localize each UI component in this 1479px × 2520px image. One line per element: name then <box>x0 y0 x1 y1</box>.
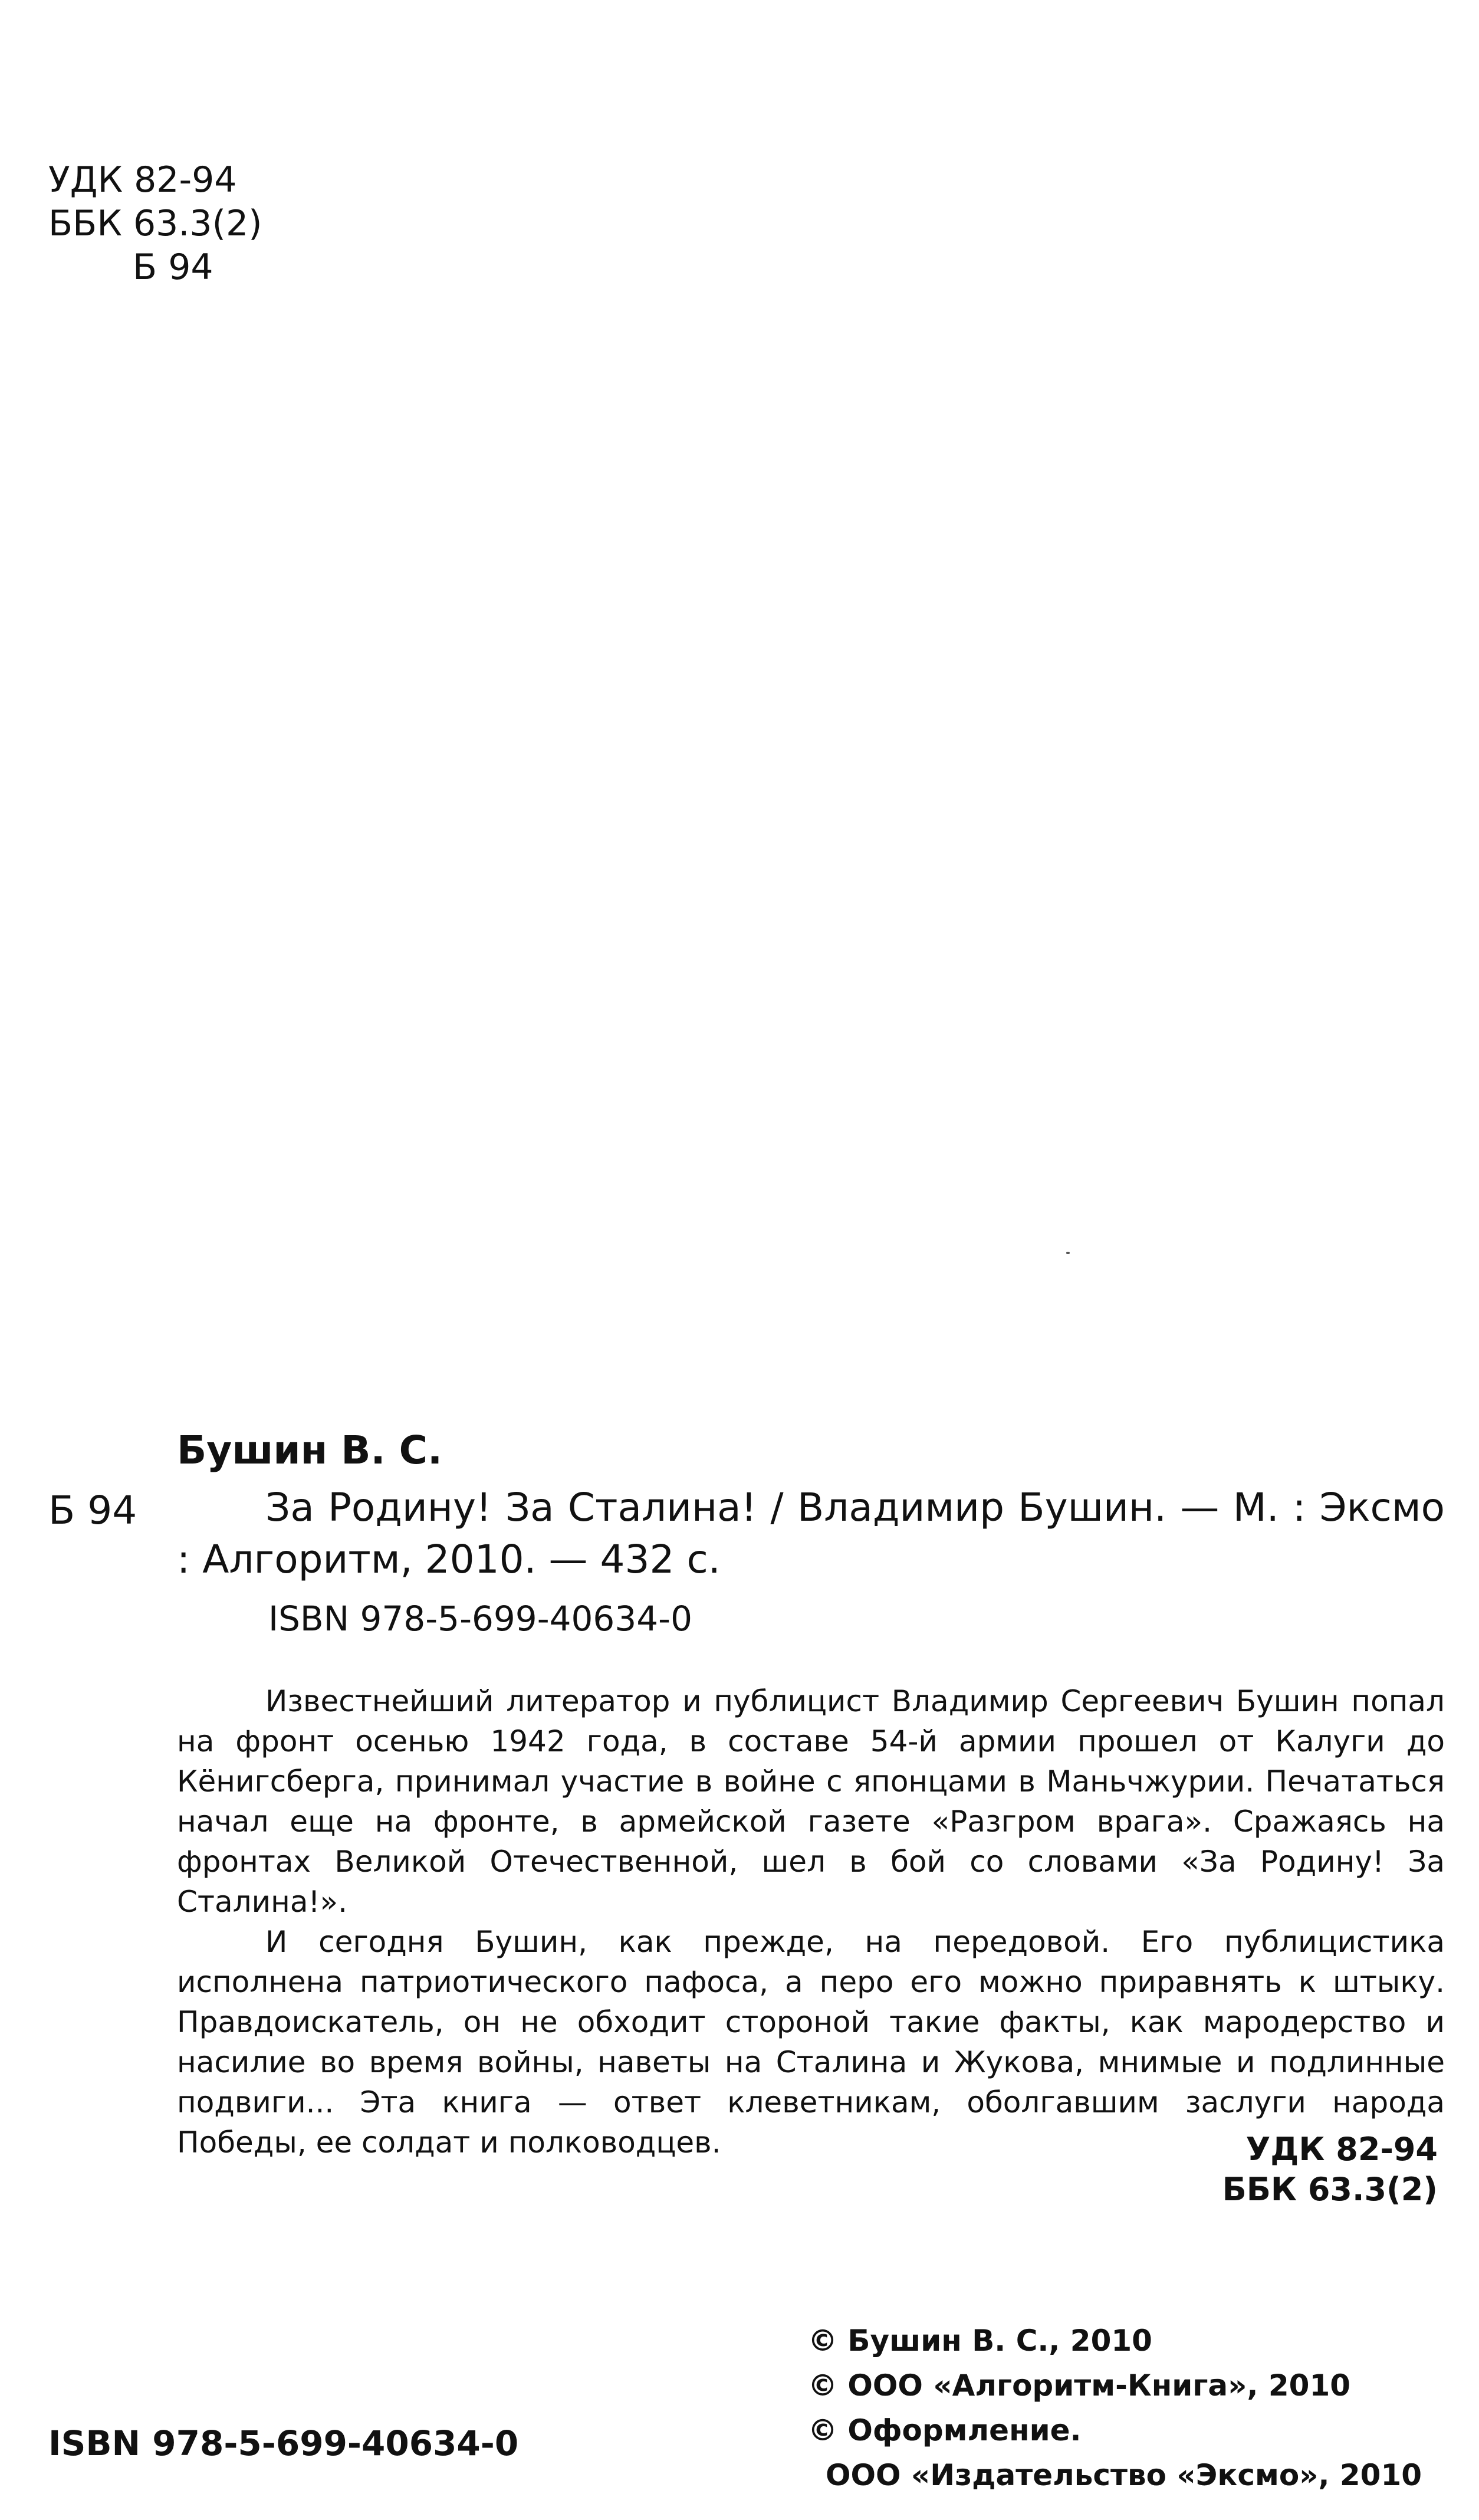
annotation <box>177 1681 1445 2163</box>
copyright-author: © Бушин В. С., 2010 <box>808 2324 1152 2358</box>
card-author: Бушин В. С. <box>177 1428 443 1473</box>
card-code: Б 94 <box>48 1488 137 1533</box>
bbk-code-bold: ББК 63.3(2) <box>1222 2171 1438 2208</box>
annotation-paragraph: И сегодня Бушин, как прежде, на передовой. Его публицистика исполнена патриотического пафоса, а перо его можно приравнять к штыку. Правдоискатель, он не обходит стороной такие факты, как мародерство и насилие во время войны, наветы на Сталина и Жукова, мнимые и подлинные подвиги... Эта книга — ответ клеветникам, оболгавшим заслуги народа Победы, ее солдат и полководцев. <box>177 1925 1445 2160</box>
bbk-code: ББК 63.3(2) <box>48 203 262 244</box>
copyright-publisher: © ООО «Алгоритм-Книга», 2010 <box>808 2368 1351 2403</box>
annotation-paragraph: Известнейший литератор и публицист Владимир Сергеевич Бушин попал на фронт осенью 1942 года, в составе 54-й армии прошел от Калуги до Кёнигсберга, принимал участие в войне с японцами в Маньчжурии. Печататься начал еще на фронте, в армейской газете «Разгром врага». Сражаясь на фронтах Великой Отечественной, шел в бой со словами «За Родину! За Сталина!». <box>177 1684 1445 1919</box>
bottom-isbn: ISBN 978-5-699-40634-0 <box>48 2423 519 2463</box>
copyright-design-owner: ООО «Издательство «Эксмо», 2010 <box>826 2458 1422 2492</box>
author-sign: Б 94 <box>133 247 213 288</box>
card-isbn: ISBN 978-5-699-40634-0 <box>268 1599 692 1639</box>
udk-code: УДК 82-94 <box>48 159 237 201</box>
copyright-design: © Оформление. <box>808 2413 1082 2447</box>
print-speck <box>1066 1252 1070 1254</box>
copyright-block <box>808 2318 1422 2498</box>
card-bibliographic-title: За Родину! За Сталина! / Владимир Бушин. — М. : Эксмо : Алгоритм, 2010. — 432 с. <box>177 1485 1445 1582</box>
codes-right <box>1222 2129 1438 2210</box>
udk-code-bold: УДК 82-94 <box>1245 2131 1438 2168</box>
